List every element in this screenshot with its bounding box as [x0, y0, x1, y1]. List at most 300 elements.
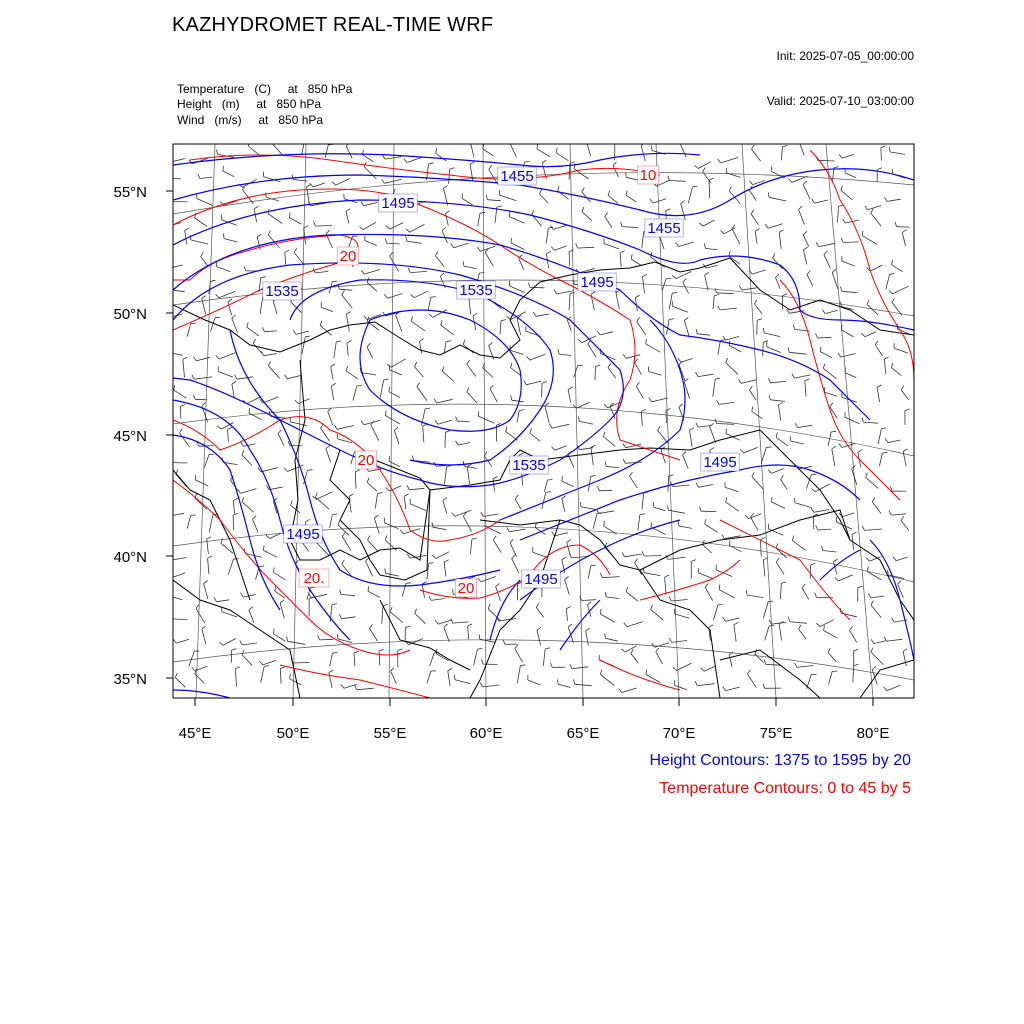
lat-label: 45°N — [113, 428, 147, 445]
wind-barb — [407, 241, 422, 243]
wind-barb — [265, 331, 277, 332]
wind-barb-flag — [242, 497, 244, 502]
wind-barb — [668, 557, 686, 559]
wind-barb-flag — [264, 546, 265, 551]
wind-barb-flag — [693, 186, 698, 187]
wind-barb-flag — [726, 497, 727, 502]
wind-barb-flag — [241, 442, 244, 446]
wind-barb-flag — [858, 450, 862, 453]
wind-barb-flag — [604, 521, 605, 526]
wind-barb — [542, 383, 543, 397]
wind-barb-flag — [604, 404, 608, 408]
wind-barb — [509, 529, 525, 532]
wind-barb-flag — [235, 667, 240, 669]
wind-barb-flag — [488, 604, 490, 609]
wind-barb-flag — [631, 649, 634, 653]
wind-barb — [591, 448, 593, 465]
wind-barb-flag — [752, 145, 755, 149]
wind-barb-flag — [830, 403, 833, 407]
wind-barb — [407, 157, 424, 163]
wind-barb-flag — [781, 475, 784, 479]
wind-barb-flag — [587, 141, 591, 144]
wind-barb-flag — [865, 206, 868, 210]
lon-label: 55°E — [373, 725, 407, 742]
wind-barb — [543, 649, 545, 666]
wind-barb — [600, 674, 614, 685]
wind-barb — [167, 289, 185, 292]
wind-barb-flag — [175, 673, 177, 678]
wind-barb-flag — [696, 372, 699, 376]
wind-barb-flag — [763, 684, 765, 689]
wind-barb-flag — [710, 423, 714, 426]
wind-barb — [675, 614, 690, 618]
wind-barb — [636, 386, 643, 399]
wind-barb-flag — [224, 234, 225, 239]
wind-barb — [515, 499, 521, 510]
wind-barb — [625, 462, 642, 463]
wind-barb-flag — [542, 160, 546, 163]
wind-barb — [371, 425, 379, 441]
wind-barb-flag — [673, 667, 677, 671]
wind-barb-flag — [361, 421, 364, 425]
wind-barb-flag — [359, 227, 363, 230]
wind-barb-flag — [467, 360, 470, 364]
wind-barb-flag — [790, 436, 791, 441]
wind-barb — [845, 173, 856, 178]
wind-barb — [673, 485, 690, 487]
wind-barb — [242, 502, 254, 513]
wind-barb — [697, 334, 710, 335]
wind-barb-flag — [799, 625, 802, 629]
wind-barb — [575, 684, 592, 686]
wind-barb-flag — [551, 247, 554, 251]
wind-barb — [315, 226, 331, 227]
wind-barb — [410, 504, 426, 511]
wind-barb-flag — [676, 243, 679, 247]
wind-barb — [346, 212, 349, 224]
wind-barb — [496, 587, 501, 601]
wind-barb — [280, 669, 281, 684]
wind-barb — [228, 429, 229, 441]
wind-barb-flag — [620, 251, 625, 253]
wind-barb-flag — [390, 252, 393, 256]
wind-barb-flag — [385, 535, 387, 540]
wind-barb-flag — [204, 581, 208, 584]
wind-barb-flag — [626, 190, 627, 195]
wind-barb-flag — [173, 639, 176, 643]
wind-barb — [742, 288, 757, 290]
wind-barb — [838, 207, 839, 223]
wind-barb — [481, 577, 496, 582]
wind-barb-flag — [843, 219, 846, 223]
wind-barb — [871, 605, 881, 618]
wind-barb — [294, 253, 304, 265]
wind-barb-flag — [486, 195, 487, 200]
wind-barb-flag — [672, 275, 676, 279]
wind-barb-flag — [280, 667, 285, 669]
wind-barb — [493, 540, 501, 553]
height-contour-label: 1495 — [524, 571, 558, 588]
wind-barb-flag — [412, 456, 413, 461]
wind-barb-flag — [326, 230, 330, 234]
wind-barb — [530, 433, 540, 442]
field-wind: Wind (m/s) at 850 hPa — [177, 113, 324, 127]
wind-barb — [755, 231, 757, 244]
lon-label: 60°E — [469, 725, 503, 742]
wind-barb-flag — [834, 167, 839, 168]
wind-barb — [643, 277, 645, 294]
height-contour-label: 1495 — [286, 526, 320, 543]
wind-barb — [795, 375, 811, 378]
wind-barb-flag — [519, 453, 524, 455]
wind-barb — [346, 146, 352, 158]
wind-barb-flag — [605, 633, 606, 638]
wind-barb — [588, 344, 597, 358]
wind-barb — [243, 595, 256, 598]
wind-barb — [361, 373, 376, 375]
wind-barb — [435, 256, 444, 267]
wind-barb-flag — [695, 681, 697, 685]
wind-barb-flag — [582, 188, 585, 192]
wind-barb-flag — [651, 146, 652, 151]
wind-barb-flag — [705, 583, 708, 587]
wind-barb-flag — [334, 425, 337, 429]
wind-barb-flag — [338, 520, 340, 525]
wind-barb-flag — [429, 163, 434, 164]
wind-barb — [616, 293, 619, 309]
wind-barb-flag — [442, 227, 446, 231]
wind-barb — [174, 390, 187, 398]
wind-barb — [189, 651, 195, 666]
wind-barb-flag — [605, 213, 608, 217]
wind-barb — [881, 148, 882, 161]
wind-barb-flag — [889, 147, 890, 152]
wind-barb-flag — [893, 557, 896, 561]
wind-barb — [427, 671, 431, 683]
wind-barb — [367, 347, 373, 358]
wind-barb-flag — [480, 212, 485, 213]
wind-barb-flag — [815, 593, 817, 598]
wind-barb — [347, 343, 348, 356]
wind-barb — [263, 660, 277, 665]
wind-barb-flag — [429, 314, 433, 317]
wind-barb-flag — [425, 408, 430, 409]
wind-barb-flag — [839, 154, 842, 158]
wind-barb — [887, 639, 903, 641]
wind-barb-flag — [668, 505, 669, 510]
wind-barb — [254, 209, 256, 222]
wind-barb-flag — [696, 423, 698, 427]
height-contour-label: 1495 — [703, 454, 737, 471]
wind-barb — [442, 371, 454, 381]
wind-barb-flag — [532, 210, 534, 214]
wind-barb-flag — [669, 475, 674, 477]
wind-barb — [363, 222, 376, 229]
wind-barb — [713, 605, 718, 620]
wind-barb — [825, 392, 838, 396]
wind-barb — [390, 612, 403, 623]
wind-barb — [462, 198, 473, 205]
wind-barb-flag — [485, 521, 486, 526]
wind-barb-flag — [405, 626, 410, 628]
wind-barb-flag — [862, 231, 863, 236]
wind-barb-flag — [332, 281, 337, 282]
wind-barb-flag — [167, 512, 170, 516]
wind-barb — [769, 197, 786, 201]
wind-barb — [752, 270, 765, 274]
wind-barb — [721, 158, 738, 163]
wind-barb — [273, 572, 285, 580]
wind-barb-flag — [305, 136, 310, 137]
wind-barb-flag — [545, 648, 550, 649]
wind-barb-flag — [776, 558, 779, 562]
wind-barb — [771, 469, 783, 474]
wind-barb — [291, 302, 302, 313]
wind-barb — [646, 344, 660, 352]
wind-barb-flag — [622, 553, 625, 557]
wind-barb-flag — [681, 201, 685, 204]
wind-barb-flag — [600, 573, 602, 578]
wind-barb-flag — [722, 534, 725, 538]
wind-barb-flag — [261, 277, 266, 278]
wind-barb — [862, 236, 877, 245]
wind-barb-flag — [884, 687, 887, 691]
wind-barb — [391, 359, 406, 368]
wind-barb — [671, 600, 687, 602]
wind-barb-flag — [394, 427, 398, 430]
wind-barb-flag — [242, 450, 244, 455]
wind-barb — [437, 399, 453, 403]
wind-barb — [888, 440, 901, 443]
wind-barb-flag — [444, 560, 448, 562]
wind-barb-flag — [217, 150, 218, 155]
wind-barb — [871, 596, 885, 598]
wind-barb — [626, 592, 638, 601]
wind-barb-flag — [451, 244, 454, 248]
wind-barb — [172, 573, 185, 578]
wind-barb-flag — [586, 628, 590, 631]
wind-barb — [877, 387, 880, 402]
wind-barb-flag — [404, 494, 408, 496]
wind-barb — [893, 286, 909, 294]
wind-barb — [781, 480, 788, 490]
wind-barb-flag — [294, 248, 297, 252]
wind-barb — [278, 434, 284, 446]
wind-barb-flag — [201, 252, 204, 256]
wind-barb — [275, 591, 285, 598]
wind-barb — [444, 467, 446, 485]
wind-barb — [891, 368, 901, 376]
wind-barb — [887, 199, 901, 201]
wind-barb-flag — [717, 400, 719, 404]
wind-barb-flag — [232, 381, 236, 384]
wind-barb — [622, 688, 637, 693]
wind-barb — [703, 545, 712, 553]
wind-barb-flag — [169, 574, 172, 578]
wind-barb — [871, 213, 881, 226]
wind-barb-flag — [795, 663, 797, 667]
height-contour-label: 1455 — [647, 220, 681, 237]
wind-barb — [368, 540, 379, 552]
wind-barb-flag — [890, 274, 895, 275]
wind-barb — [331, 367, 333, 380]
wind-barb-flag — [415, 609, 417, 614]
wind-barb-flag — [247, 322, 248, 327]
wind-barb — [183, 359, 185, 377]
wind-barb-flag — [579, 417, 580, 422]
wind-barb — [217, 267, 231, 272]
wind-barb-flag — [739, 286, 741, 290]
wind-barb — [441, 325, 454, 335]
wind-barb-flag — [903, 449, 907, 452]
wind-barb — [394, 430, 399, 444]
wind-barb-flag — [408, 268, 410, 273]
wind-barb — [241, 489, 257, 494]
wind-barb-flag — [580, 502, 581, 507]
wind-barb — [600, 614, 615, 623]
wind-barb — [339, 289, 352, 290]
wind-barb-flag — [320, 321, 322, 326]
wind-barb-flag — [816, 525, 818, 530]
wind-barb-flag — [223, 166, 224, 171]
wind-barb-flag — [339, 614, 341, 618]
wind-barb-flag — [630, 472, 633, 476]
wind-barb-flag — [331, 364, 335, 367]
wind-barb-flag — [548, 480, 553, 481]
wind-barb-flag — [567, 540, 571, 543]
wind-barb-flag — [482, 659, 484, 664]
wind-barb-flag — [554, 290, 557, 294]
wind-barb-flag — [754, 300, 757, 304]
wind-barb — [605, 217, 612, 228]
wind-barb — [556, 153, 568, 161]
wind-barb-flag — [768, 378, 770, 383]
wind-barb-flag — [605, 592, 606, 597]
wind-barb — [734, 625, 736, 642]
wind-barb-flag — [619, 689, 622, 693]
wind-barb — [815, 200, 829, 203]
wind-barb — [842, 291, 858, 292]
wind-barb — [579, 421, 593, 424]
wind-barb — [748, 674, 757, 688]
height-contour-label: 1495 — [580, 274, 614, 291]
wind-barb-flag — [649, 398, 652, 402]
wind-barb-flag — [839, 205, 844, 207]
wind-barb — [195, 674, 205, 684]
wind-barb — [341, 594, 355, 595]
wind-barb-flag — [266, 193, 267, 198]
wind-barb-flag — [183, 357, 188, 359]
wind-barb-flag — [576, 244, 578, 249]
wind-barb — [411, 321, 425, 331]
wind-barb-flag — [608, 363, 611, 367]
wind-barb-flag — [776, 432, 777, 437]
wind-barb — [901, 390, 909, 400]
wind-barb — [330, 515, 333, 528]
field-temperature: Temperature (C) at 850 hPa — [177, 82, 353, 96]
lon-label: 70°E — [662, 725, 696, 742]
wind-barb-flag — [812, 489, 816, 492]
wind-barb-flag — [824, 626, 825, 631]
wind-barb — [242, 455, 252, 466]
wind-barb — [351, 452, 355, 464]
wind-barb — [218, 372, 233, 378]
wind-barb-flag — [390, 607, 392, 612]
wind-barb — [463, 516, 471, 532]
wind-barb-flag — [723, 617, 726, 621]
wind-barb-flag — [266, 535, 270, 539]
wind-barb-flag — [406, 229, 410, 232]
wind-barb-flag — [414, 362, 416, 366]
wind-barb — [485, 526, 501, 534]
wind-barb — [582, 212, 592, 221]
wind-barb-flag — [582, 207, 584, 212]
wind-barb — [668, 476, 669, 491]
wind-barb — [260, 296, 263, 314]
wind-barb-flag — [244, 266, 246, 271]
wind-barb-flag — [678, 358, 681, 362]
wind-barb — [602, 577, 619, 578]
wind-barb-flag — [510, 539, 513, 543]
wind-barb — [842, 261, 855, 266]
wind-barb-flag — [346, 209, 350, 212]
wind-barb-flag — [624, 623, 627, 627]
wind-barb — [464, 466, 477, 468]
wind-barb-flag — [552, 447, 555, 451]
wind-barb — [273, 301, 277, 314]
wind-barb-flag — [768, 470, 771, 474]
wind-barb-flag — [240, 641, 242, 645]
wind-barb — [414, 291, 428, 298]
valid-time: Valid: 2025-07-10_03:00:00 — [766, 94, 914, 108]
wind-barb — [870, 265, 882, 271]
wind-barb-flag — [185, 228, 189, 231]
wind-barb-flag — [354, 651, 359, 653]
wind-barb-flag — [493, 477, 497, 479]
wind-barb — [342, 295, 353, 308]
wind-barb-flag — [349, 494, 353, 496]
wind-barb-flag — [746, 590, 747, 595]
wind-barb-flag — [367, 478, 369, 483]
wind-barb — [719, 590, 735, 598]
wind-barb-flag — [217, 426, 221, 429]
wind-barb — [417, 387, 427, 401]
wind-barb — [772, 502, 786, 508]
wind-barb-flag — [841, 238, 843, 243]
wind-barb — [344, 684, 357, 688]
wind-barb-flag — [436, 148, 437, 153]
wind-barb-flag — [850, 626, 853, 630]
wind-barb — [430, 653, 435, 666]
wind-barb — [232, 384, 234, 398]
temperature-contour-label: 20 — [457, 580, 475, 597]
wind-barb — [315, 271, 328, 273]
wind-barb — [362, 155, 373, 162]
wind-barb — [626, 195, 636, 202]
wind-barb-flag — [473, 313, 477, 316]
wind-barb-flag — [368, 586, 369, 591]
wind-barb — [718, 341, 721, 355]
wind-barb-flag — [307, 184, 311, 187]
wind-barb — [331, 386, 333, 400]
wind-barb — [334, 342, 336, 358]
wind-barb-flag — [524, 381, 527, 385]
wind-barb-flag — [740, 449, 743, 453]
wind-barb-flag — [383, 604, 388, 605]
wind-barb — [483, 685, 500, 687]
wind-barb-flag — [858, 586, 863, 588]
wind-barb-flag — [669, 638, 671, 642]
